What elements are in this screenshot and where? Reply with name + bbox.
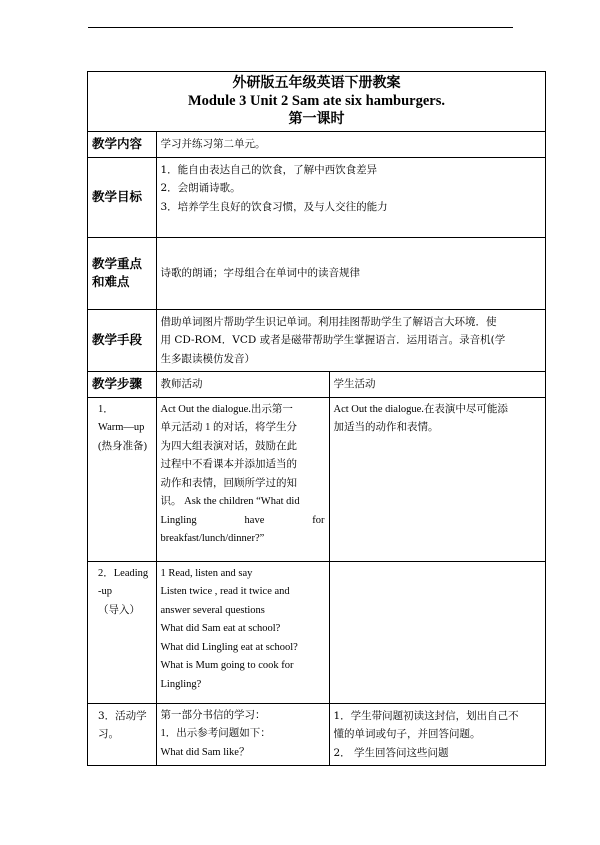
goal-item: 2．会朗诵诗歌。 (160, 182, 241, 194)
row-step-2 (88, 561, 545, 703)
means-text (156, 309, 545, 372)
label-content: 教学内容 (88, 132, 156, 157)
step1-student: Act Out the dialogue.在表演中尽可能添 加适当的动作和表情。 (329, 397, 545, 561)
goals-list (156, 157, 545, 237)
step2-teacher: 1 Read, listen and say Listen twice , read it twice and answer several questions What did Sam eat at school? What did Lingling eat at school? What is Mum going to cook for Lingling? (156, 561, 329, 703)
means-line: 借助单词图片帮助学生识记单词。利用挂图帮助学生了解语言大环境．使 (160, 315, 497, 328)
row-means (88, 309, 545, 372)
content-text: 学习并练习第二单元。 (156, 132, 545, 157)
step1-label: 1． Warm—up (热身准备) (88, 397, 156, 561)
step3-label: 3．活动学 习。 (88, 703, 156, 765)
means-line: 生多跟读模仿发音） (160, 352, 255, 365)
label-focus: 教学重点 和难点 (88, 237, 156, 309)
step3-student: 1．学生带问题初读这封信，划出自己不 懂的单词或句子，并回答问题。 2． 学生回答问这些问题 (329, 703, 545, 765)
plan-grid (88, 132, 545, 765)
row-step-3 (88, 703, 545, 765)
row-step-1 (88, 397, 545, 561)
title-cn: 外研版五年级英语下册教案 (232, 75, 401, 91)
header-student: 学生活动 (329, 372, 545, 398)
label-goals: 教学目标 (88, 157, 156, 237)
title-block (88, 72, 545, 132)
focus-text: 诗歌的朗诵；字母组合在单词中的读音规律 (156, 237, 545, 309)
label-steps: 教学步骤 (88, 372, 156, 398)
lesson-plan-table (87, 71, 546, 766)
row-steps-header (88, 372, 545, 398)
step1-teacher: Act Out the dialogue.出示第一 单元活动 1 的对话，将学生分 为四大组表演对话，鼓励在此 过程中不看课本并添加适当的 动作和表情，回顾所学过的知 识。 Ask the children “What did Lingling have for breakfast/lunch/dinner?” (156, 397, 329, 561)
goal-item: 3．培养学生良好的饮食习惯，及与人交往的能力 (160, 200, 388, 213)
goal-item: 1．能自由表达自己的饮食，了解中西饮食差异 (160, 163, 378, 176)
step2-label: 2．Leading -up （导入） (88, 561, 156, 703)
means-line: 用 CD-ROM．VCD 或者是磁带帮助学生掌握语言．运用语言。录音机(学 (160, 334, 506, 346)
step2-student (329, 561, 545, 703)
header-rule (88, 27, 513, 28)
row-focus (88, 237, 545, 309)
step3-teacher: 第一部分书信的学习： 1．出示参考问题如下： What did Sam like？ (156, 703, 329, 765)
row-goals (88, 157, 545, 237)
lesson-number: 第一课时 (288, 111, 345, 127)
title-en: Module 3 Unit 2 Sam ate six hamburgers. (188, 93, 445, 109)
label-means: 教学手段 (88, 309, 156, 372)
header-teacher: 教师活动 (156, 372, 329, 398)
row-content (88, 132, 545, 157)
